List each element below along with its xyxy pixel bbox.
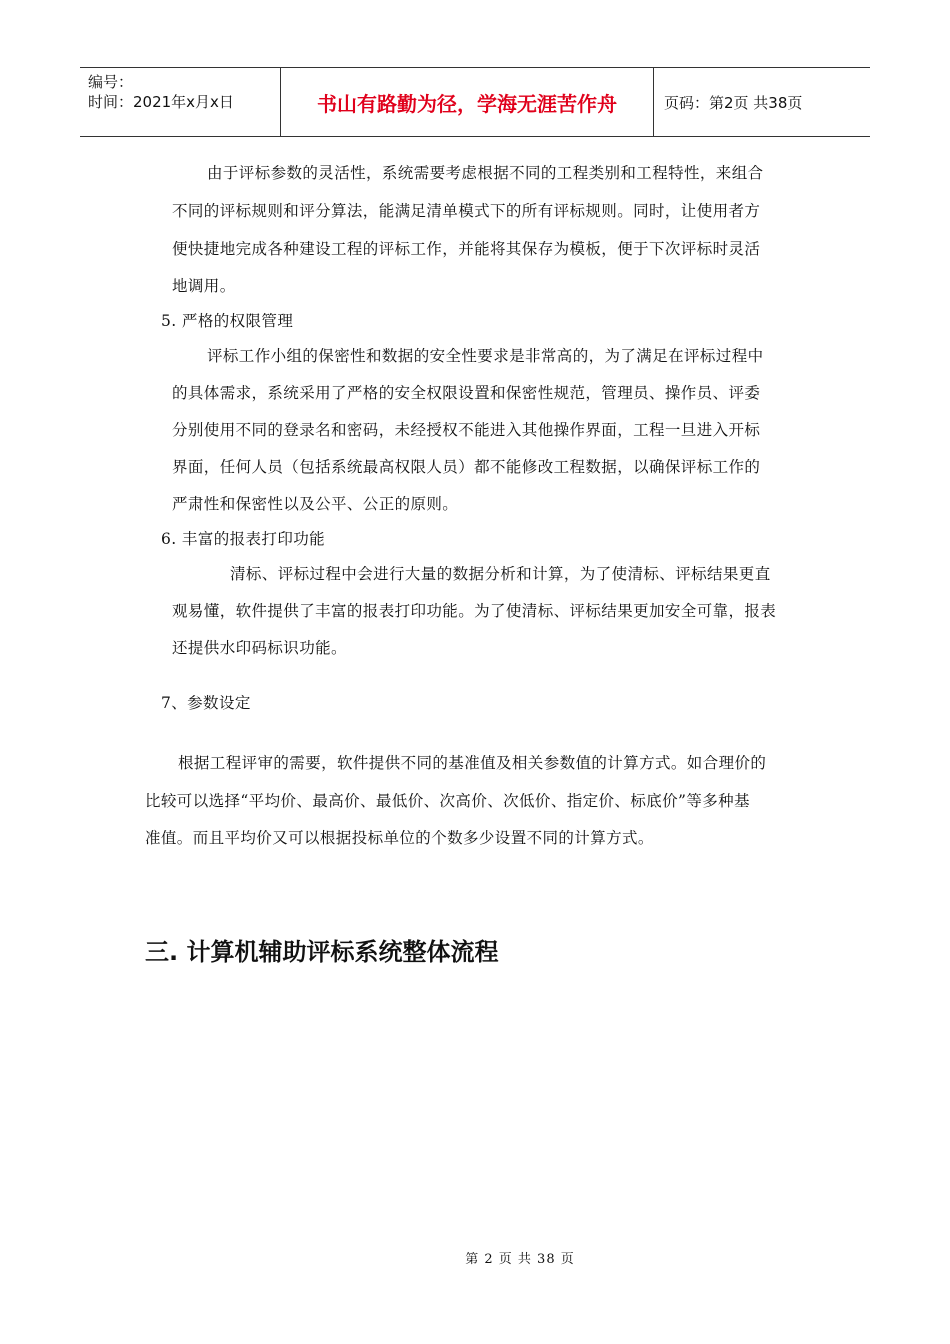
- header-meta: [80, 68, 281, 136]
- para3-line: 还提供水印码标识功能。: [172, 639, 347, 657]
- para2-line: 评标工作小组的保密性和数据的安全性要求是非常高的，为了满足在评标过程中: [207, 347, 764, 365]
- para2-line: 分别使用不同的登录名和密码，未经授权不能进入其他操作界面，工程一旦进入开标: [172, 421, 761, 439]
- para3-line: 清标、评标过程中会进行大量的数据分析和计算，为了使清标、评标结果更直: [230, 565, 771, 583]
- section-heading: 三. 计算机辅助评标系统整体流程: [145, 938, 499, 966]
- header-page-info: 页码：第2页 共38页: [664, 93, 803, 112]
- para2-line: 严肃性和保密性以及公平、公正的原则。: [172, 495, 459, 513]
- number-label: 编号：: [88, 73, 134, 91]
- para4-line: 比较可以选择“平均价、最高价、最低价、次高价、次低价、指定价、标底价”等多种基: [145, 792, 750, 810]
- item5-title: 5. 严格的权限管理: [161, 312, 294, 330]
- time-label: 时间：2021年x月x日: [88, 93, 234, 111]
- page-header: [80, 67, 870, 137]
- para2-line: 界面，任何人员（包括系统最高权限人员）都不能修改工程数据，以确保评标工作的: [172, 458, 761, 476]
- page-footer: 第 2 页 共 38 页: [465, 1252, 575, 1267]
- para1-line: 地调用。: [172, 277, 236, 295]
- para4-line: 准值。而且平均价又可以根据投标单位的个数多少设置不同的计算方式。: [145, 829, 654, 847]
- para1-line: 由于评标参数的灵活性，系统需要考虑根据不同的工程类别和工程特性，来组合: [207, 164, 764, 182]
- para1-line: 便快捷地完成各种建设工程的评标工作，并能将其保存为模板，便于下次评标时灵活: [172, 240, 761, 258]
- item7-title: 7、参数设定: [161, 694, 251, 712]
- para2-line: 的具体需求，系统采用了严格的安全权限设置和保密性规范，管理员、操作员、评委: [172, 384, 761, 402]
- para1-line: 不同的评标规则和评分算法，能满足清单模式下的所有评标规则。同时，让使用者方: [172, 202, 761, 220]
- para4-line: 根据工程评审的需要，软件提供不同的基准值及相关参数值的计算方式。如合理价的: [178, 754, 767, 772]
- item6-title: 6. 丰富的报表打印功能: [161, 530, 326, 548]
- para3-line: 观易懂，软件提供了丰富的报表打印功能。为了使清标、评标结果更加安全可靠，报表: [172, 602, 777, 620]
- header-motto: 书山有路勤为径，学海无涯苦作舟: [281, 68, 654, 136]
